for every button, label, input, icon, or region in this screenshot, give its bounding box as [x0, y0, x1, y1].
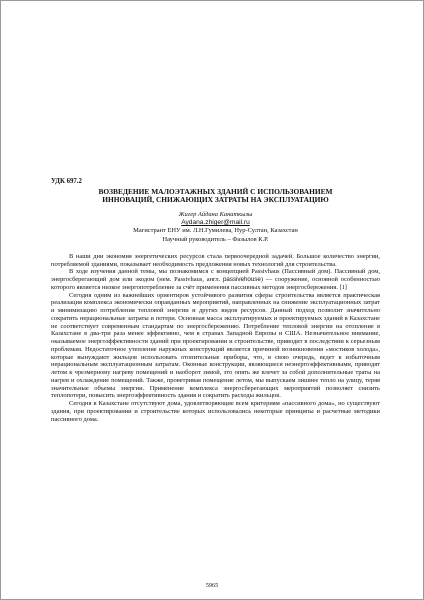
- author-name: Жигер Айдана Канаткызы: [178, 210, 253, 218]
- author-block: [51, 211, 380, 244]
- article-title: [51, 188, 380, 205]
- title-line-2: ИННОВАЦИЙ, СНИЖАЮЩИХ ЗАТРАТЫ НА ЭКСПЛУАТАЦИЮ: [102, 195, 329, 205]
- paragraph-4: Сегодня в Казахстане отсутствуют дома, удовлетворяющие всем критериям «пассивного дома», но существуют здания, при проектировании и строительстве которых использовались некоторые принципы и расчетные методики пассивного дома.: [51, 400, 380, 423]
- author-email-link[interactable]: Aydana.zhiger@mail.ru: [181, 219, 250, 227]
- udk-code: УДК 697.2: [51, 178, 82, 185]
- paragraph-3: Сегодня одним из важнейших ориентиров устойчивого развития сферы строительства является практическая реализация комплекса экономически оправданных мероприятий, направленных на снижение эксплуатационных затрат и минимизацию потребления тепловой энергии и других видов ресурсов. Данный подход позволит значительно сократить нерациональные затраты и потери. Основная масса эксплуатируемых и проектируемых зданий в Казахстане не соответствует современным стандартам по энергосбережению. Потребление тепловой энергии на отопление в Казахстане в два-три раза менее эффективно, чем в странах Западной Европы и США. Незначительное внимание, оказываемое энергоэффективности зданий при проектировании и строительстве, приводит в последствии к серьезным проблемам. Недостаточное утепление наружных конструкций является причиной возникновения «мостиков холода», которые вынуждают жильцов использовать отопительные приборы, что, в свою очередь, ведет к избыточным нерациональным эксплуатационным затратам. Оконные конструкции, являющиеся неэнергоэффективными, приводят летом к чрезмерному нагреву помещений и наоборот зимой, это опять же влечет за собой дополнительные траты на нагрев и охлаждение помещений. Также, проветривая помещение летом, мы выпускаем лишнее тепло на улицу, теряя значительные объемы энергии. Применение комплекса энергосберегающих мероприятий позволяет снизить теплопотери, повысить энергоэффективность здания и сократить расходы жильцов.: [51, 291, 380, 400]
- paragraph-2-part-b: ) — сооружение, основной особенностью которого является низкое энергопотребление за счёт применения пассивных методов энергосбережения. [1]: [51, 276, 380, 291]
- author-affiliation: Магистрант ЕНУ им. Л.Н.Гумилева, Нур-Султан, Казахстан: [133, 227, 298, 235]
- page-number: 5965: [205, 582, 219, 589]
- supervisor: Научный руководитель – Фазылов К.Р.: [162, 235, 269, 243]
- paragraph-1: В наши дни экономия энергетических ресурсов стала первоочередной задачей. Большое количество энергии, потребляемой зданиями, показывает необходимость предложения новых технологий для строительства.: [51, 252, 380, 268]
- title-line-1: ВОЗВЕДЕНИЕ МАЛОЭТАЖНЫХ ЗДАНИЙ С ИСПОЛЬЗОВАНИЕМ: [98, 186, 333, 196]
- paragraph-2-part-a: В ходе изучения данной темы, мы познакомимся с концепцией Passivhaus (Пассивный дом). Пассивный дом, энергосберегающий дом или экодом (нем. Passivhaus, англ.: [51, 268, 380, 283]
- paragraph-2-english-term: passivehouse: [222, 276, 261, 283]
- article: [51, 178, 380, 423]
- paragraph-2: [51, 268, 380, 291]
